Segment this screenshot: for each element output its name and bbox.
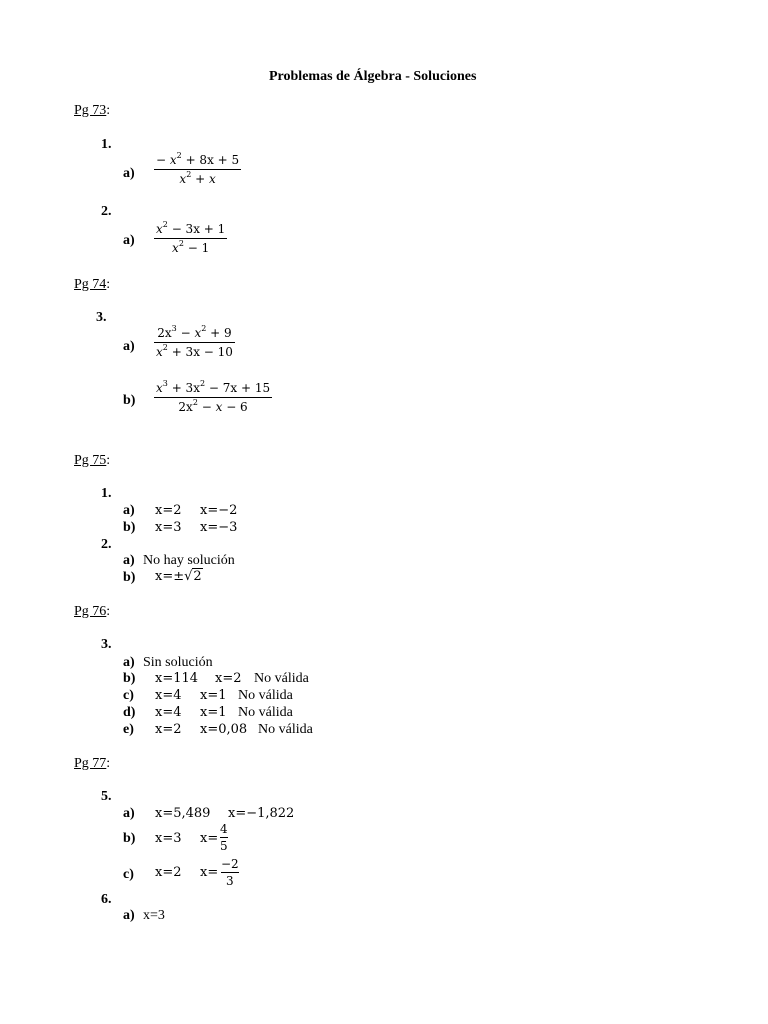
fraction-numerator: $x^2 - 3x + 1$ <box>156 220 226 236</box>
section-heading-pg73: Pg 73: <box>74 103 111 118</box>
section-heading-pg76: Pg 76: <box>74 604 111 619</box>
fraction-denominator: $x^2 - 1$ <box>172 239 210 255</box>
solution-value: x=5,489 <box>155 806 211 821</box>
fraction-bar <box>154 169 241 170</box>
solution-text: No hay solución <box>143 553 235 568</box>
item-label: b) <box>123 831 136 846</box>
fraction-bar <box>221 872 239 873</box>
fraction-p74-3a <box>154 324 235 359</box>
item-label: b) <box>123 570 136 585</box>
solution-value: x=3 <box>155 520 182 535</box>
solution-text: Sin solución <box>143 655 213 670</box>
problem-number: 1. <box>101 486 112 501</box>
page-title: Problemas de Álgebra - Soluciones <box>269 69 477 84</box>
item-label: a) <box>123 233 135 248</box>
item-label: a) <box>123 553 135 568</box>
fraction-numerator: 4 <box>220 822 228 836</box>
solution-value: x=0,08 <box>200 722 248 737</box>
item-label: c) <box>123 867 134 882</box>
fraction-numerator: −2 <box>221 857 239 871</box>
fraction-denominator: $x^2 + x$ <box>179 170 216 186</box>
solution-prefix: x= <box>200 831 219 846</box>
problem-number: 3. <box>96 310 107 325</box>
fraction-numerator: $x^3 + 3x^2 - 7x + 15$ <box>156 379 271 395</box>
item-label: a) <box>123 503 135 518</box>
item-label: b) <box>123 671 136 686</box>
solution-value: x=2 <box>155 722 182 737</box>
radicand: 2 <box>193 569 202 584</box>
solution-value <box>155 570 203 583</box>
fraction-denominator: 3 <box>226 874 234 888</box>
fraction-p73-1a <box>154 151 241 186</box>
solution-value: x=4 <box>155 688 182 703</box>
problem-number: 5. <box>101 789 112 804</box>
square-root: √2 <box>184 569 202 584</box>
problem-number: 2. <box>101 204 112 219</box>
solution-prefix: x=± <box>155 569 185 584</box>
item-label: a) <box>123 166 135 181</box>
fraction-denominator: 5 <box>220 839 228 853</box>
item-label: c) <box>123 688 134 703</box>
solution-value: x=114 <box>155 671 199 686</box>
problem-number: 1. <box>101 137 112 152</box>
solution-value: x=4 <box>155 705 182 720</box>
solution-value: x=2 <box>215 671 242 686</box>
section-heading-pg77: Pg 77: <box>74 756 111 771</box>
item-label: a) <box>123 339 135 354</box>
solution-value: x=2 <box>155 865 182 880</box>
solution-value: x=2 <box>155 503 182 518</box>
fraction-denominator: $2x^2 - x - 6$ <box>178 398 248 414</box>
fraction-p73-2a <box>154 220 227 255</box>
item-label: a) <box>123 806 135 821</box>
item-label: b) <box>123 393 136 408</box>
item-label: b) <box>123 520 136 535</box>
solution-value: x=−2 <box>200 503 238 518</box>
fraction-bar <box>220 837 228 838</box>
fraction-numerator: $2x^3 - x^2 + 9$ <box>157 324 232 340</box>
solution-value: x=−3 <box>200 520 238 535</box>
problem-number: 2. <box>101 537 112 552</box>
solution-note: No válida <box>238 705 293 720</box>
section-heading-pg74: Pg 74: <box>74 277 111 292</box>
fraction-bar <box>154 238 227 239</box>
fraction-bar <box>154 397 272 398</box>
fraction-p77-5c <box>221 858 239 887</box>
problem-number: 6. <box>101 892 112 907</box>
fraction-numerator: − $x^2 + 8x + 5$ <box>156 151 240 167</box>
solution-value: x=1 <box>200 705 227 720</box>
solution-text: x=3 <box>143 908 165 923</box>
solution-value: x=1 <box>200 688 227 703</box>
solution-value: x=3 <box>155 831 182 846</box>
fraction-p77-5b <box>220 823 228 852</box>
solution-prefix: x= <box>200 865 219 880</box>
fraction-denominator: $x^2 + 3x - 10$ <box>156 343 233 359</box>
item-label: a) <box>123 655 135 670</box>
item-label: d) <box>123 705 136 720</box>
solution-value: x=−1,822 <box>228 806 295 821</box>
solution-note: No válida <box>254 671 309 686</box>
solution-note: No válida <box>238 688 293 703</box>
item-label: a) <box>123 908 135 923</box>
item-label: e) <box>123 722 134 737</box>
section-heading-pg75: Pg 75: <box>74 453 111 468</box>
fraction-p74-3b <box>154 379 272 414</box>
problem-number: 3. <box>101 637 112 652</box>
solution-note: No válida <box>258 722 313 737</box>
